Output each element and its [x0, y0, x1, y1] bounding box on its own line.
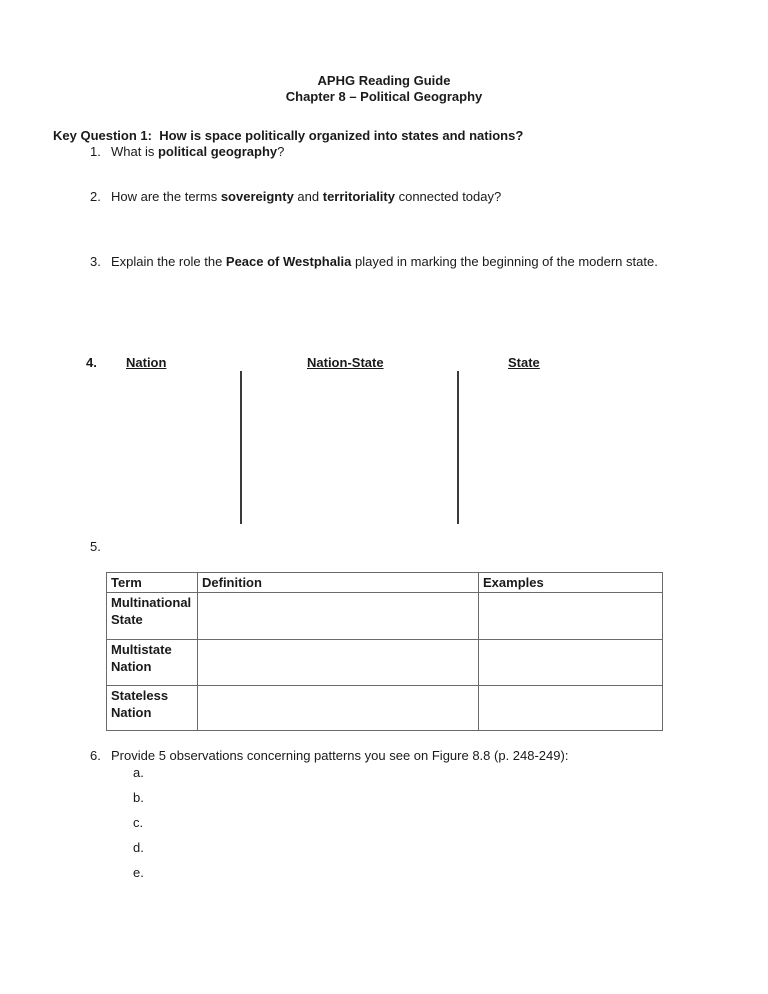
question-number: 1.	[90, 144, 101, 159]
key-question-label: Key Question 1:	[53, 128, 152, 143]
term-text: Stateless	[111, 688, 169, 703]
column-divider	[240, 371, 242, 524]
term-text: Nation	[111, 659, 152, 674]
question-term: political geography	[157, 144, 278, 159]
table-header-row	[107, 573, 663, 593]
observation-item-c: c.	[133, 815, 144, 830]
table-cell-term	[107, 593, 198, 640]
question-number: 5.	[90, 539, 101, 554]
question-text: connected today?	[394, 189, 502, 204]
column-heading-state: State	[508, 355, 540, 370]
key-question	[53, 128, 523, 144]
observation-item-a: a.	[133, 765, 144, 780]
column-heading-nation: Nation	[126, 355, 167, 370]
question-text: and	[293, 189, 323, 204]
question-number: 6.	[90, 748, 101, 763]
table-cell-examples[interactable]	[479, 686, 663, 731]
question-term: Peace of Westphalia	[225, 254, 352, 269]
table-header-definition: Definition	[198, 573, 479, 593]
document-subtitle: Chapter 8 – Political Geography	[285, 89, 483, 104]
table-cell-examples[interactable]	[479, 593, 663, 640]
question-number: 4.	[86, 355, 97, 370]
question-2	[90, 189, 501, 205]
question-text: Explain the role the	[111, 254, 226, 269]
question-number: 2.	[90, 189, 101, 204]
terms-table	[106, 572, 663, 731]
question-term: territoriality	[322, 189, 395, 204]
table-cell-term	[107, 640, 198, 686]
key-question-text: How is space politically organized into states and nations?	[159, 128, 524, 143]
table-row	[107, 640, 663, 686]
table-cell-examples[interactable]	[479, 640, 663, 686]
question-text: played in marking the beginning of the modern state.	[351, 254, 658, 269]
observation-item-d: d.	[133, 840, 144, 855]
question-1	[90, 144, 284, 160]
question-text: ?	[277, 144, 285, 159]
document-title: APHG Reading Guide	[317, 73, 451, 88]
term-text: Multistate	[111, 642, 172, 657]
question-3	[90, 254, 658, 270]
observation-item-b: b.	[133, 790, 144, 805]
table-header-examples: Examples	[479, 573, 663, 593]
question-number: 3.	[90, 254, 101, 269]
table-row	[107, 686, 663, 731]
table-header-term: Term	[107, 573, 198, 593]
observation-item-e: e.	[133, 865, 144, 880]
question-term: sovereignty	[220, 189, 294, 204]
term-text: Multinational	[111, 595, 192, 610]
column-divider	[457, 371, 459, 524]
term-text: State	[111, 612, 143, 627]
column-heading-nation-state: Nation-State	[307, 355, 384, 370]
question-text: How are the terms	[111, 189, 221, 204]
term-text: Nation	[111, 705, 152, 720]
question-text: What is	[111, 144, 158, 159]
question-6	[90, 748, 568, 764]
table-cell-definition[interactable]	[198, 686, 479, 731]
table-cell-definition[interactable]	[198, 593, 479, 640]
question-text: Provide 5 observations concerning patterns you see on Figure 8.8 (p. 248-249):	[111, 748, 569, 763]
table-row	[107, 593, 663, 640]
table-cell-term	[107, 686, 198, 731]
table-cell-definition[interactable]	[198, 640, 479, 686]
